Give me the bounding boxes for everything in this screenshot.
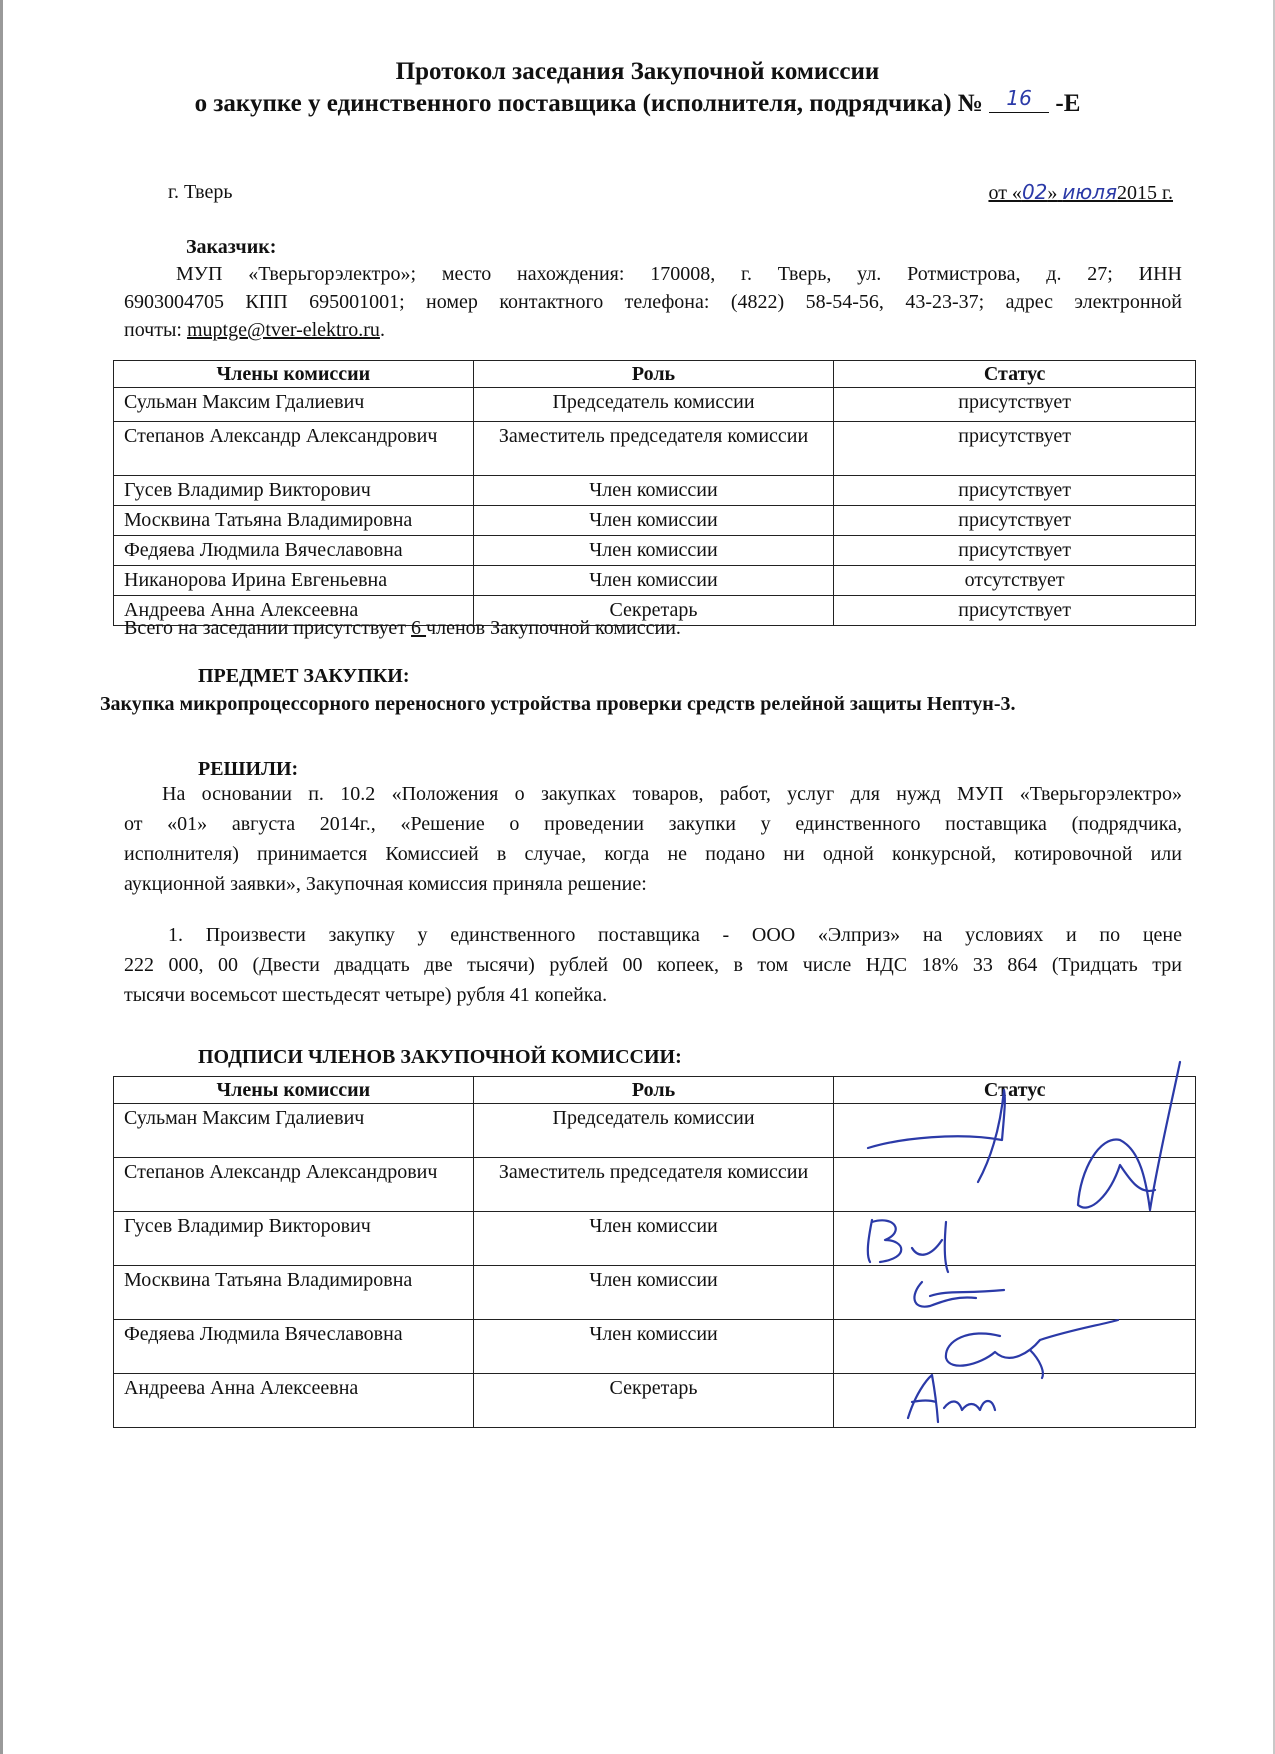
date-month: июля — [1062, 180, 1118, 204]
date-day: 02 — [1021, 180, 1048, 204]
sig-header-members: Члены комиссии — [114, 1077, 474, 1104]
customer-line-2: 6903004705 КПП 695001001; номер контактного телефона: (4822) 58-54-56, 43-23-37; адрес электронной — [124, 291, 1182, 313]
members-table — [113, 360, 1196, 626]
attendance-count: 6 — [411, 617, 427, 639]
date-year: 2015 г. — [1117, 182, 1173, 204]
member-name: Федяева Людмила Вячеславовна — [114, 536, 474, 566]
signature-cell — [834, 1104, 1196, 1158]
signatures-table-header — [114, 1077, 1196, 1104]
member-role: Член комиссии — [473, 476, 834, 506]
table-row — [114, 566, 1196, 596]
date-mid: » — [1047, 182, 1058, 204]
member-role: Член комиссии — [473, 506, 834, 536]
member-name: Степанов Александр Александрович — [114, 422, 474, 476]
header-role: Роль — [473, 361, 834, 388]
decision-item-line-1: 1. Произвести закупку у единственного поставщика - ООО «Элприз» на условиях и по цене — [168, 924, 1182, 946]
members-table-header — [114, 361, 1196, 388]
table-row — [114, 536, 1196, 566]
member-status: отсутствует — [834, 566, 1196, 596]
member-status: присутствует — [834, 476, 1196, 506]
sig-header-role: Роль — [473, 1077, 834, 1104]
member-name: Сульман Максим Гдалиевич — [114, 388, 474, 422]
member-role: Председатель комиссии — [473, 388, 834, 422]
member-role: Член комиссии — [473, 566, 834, 596]
attendance-prefix: Всего на заседании присутствует — [124, 617, 412, 639]
signer-role: Председатель комиссии — [473, 1104, 834, 1158]
table-row — [114, 1266, 1196, 1320]
signer-role: Секретарь — [473, 1374, 834, 1428]
signer-role: Член комиссии — [473, 1320, 834, 1374]
table-row — [114, 388, 1196, 422]
signatures-table — [113, 1076, 1196, 1428]
decision-item-line-3: тысячи восемьсот шестьдесят четыре) рубля 41 копейка. — [124, 984, 608, 1006]
subject-text: Закупка микропроцессорного переносного устройства проверки средств релейной защиты Нептун-3. — [100, 693, 1016, 715]
protocol-number-field — [989, 84, 1049, 113]
table-row — [114, 476, 1196, 506]
decision-heading: РЕШИЛИ: — [198, 758, 299, 780]
signer-name: Гусев Владимир Викторович — [114, 1212, 474, 1266]
header-members: Члены комиссии — [114, 361, 474, 388]
signer-role: Член комиссии — [473, 1212, 834, 1266]
signatures-heading: ПОДПИСИ ЧЛЕНОВ ЗАКУПОЧНОЙ КОМИССИИ: — [198, 1046, 682, 1068]
signature-cell — [834, 1158, 1196, 1212]
member-status: присутствует — [834, 388, 1196, 422]
customer-line-1: МУП «Тверьгорэлектро»; место нахождения: 170008, г. Тверь, ул. Ротмистрова, д. 27; ИНН — [176, 263, 1182, 285]
title-line-2-suffix: -Е — [1055, 90, 1081, 117]
table-row — [114, 1374, 1196, 1428]
date-underlined — [988, 182, 1173, 204]
date-line — [988, 178, 1173, 207]
signer-name: Федяева Людмила Вячеславовна — [114, 1320, 474, 1374]
table-row — [114, 1212, 1196, 1266]
decision-item-line-2: 222 000, 00 (Двести двадцать две тысячи) рублей 00 копеек, в том числе НДС 18% 33 864 (Тридцать три — [124, 954, 1182, 976]
signer-name: Москвина Татьяна Владимировна — [114, 1266, 474, 1320]
table-row — [114, 506, 1196, 536]
member-status: присутствует — [834, 422, 1196, 476]
title-line-1: Протокол заседания Закупочной комиссии — [395, 58, 880, 85]
signature-cell — [834, 1374, 1196, 1428]
table-row — [114, 1158, 1196, 1212]
member-status: присутствует — [834, 506, 1196, 536]
customer-line-3 — [124, 316, 385, 344]
member-name: Гусев Владимир Викторович — [114, 476, 474, 506]
signature-cell — [834, 1212, 1196, 1266]
signer-name: Степанов Александр Александрович — [114, 1158, 474, 1212]
email-suffix: . — [379, 319, 385, 341]
member-role: Член комиссии — [473, 536, 834, 566]
table-row — [114, 1104, 1196, 1158]
title-line-2-prefix: о закупке у единственного поставщика (исполнителя, подрядчика) № — [194, 90, 983, 117]
signer-name: Андреева Анна Алексеевна — [114, 1374, 474, 1428]
signature-cell — [834, 1320, 1196, 1374]
signer-role: Заместитель председателя комиссии — [473, 1158, 834, 1212]
decision-line-3: исполнителя) принимается Комиссией в случае, когда не подано ни одной конкурсной, котировочной или — [124, 843, 1182, 865]
member-name: Москвина Татьяна Владимировна — [114, 506, 474, 536]
attendance-suffix: членов Закупочной комиссии. — [426, 617, 681, 639]
sig-header-status: Статус — [834, 1077, 1196, 1104]
decision-line-4: аукционной заявки», Закупочная комиссия приняла решение: — [124, 873, 647, 895]
member-role: Заместитель председателя комиссии — [473, 422, 834, 476]
header-status: Статус — [834, 361, 1196, 388]
member-name: Никанорова Ирина Евгеньевна — [114, 566, 474, 596]
email-label: почты: — [124, 319, 187, 341]
customer-heading: Заказчик: — [186, 236, 277, 258]
member-name: Андреева Анна Алексеевна — [114, 596, 474, 626]
table-row — [114, 1320, 1196, 1374]
date-prefix: от « — [988, 182, 1022, 204]
protocol-number: 16 — [1006, 86, 1032, 110]
decision-line-1: На основании п. 10.2 «Положения о закупках товаров, работ, услуг для нужд МУП «Тверьгорэлектро» — [162, 783, 1182, 805]
title-line-2 — [0, 86, 1275, 119]
member-role: Секретарь — [473, 596, 834, 626]
scan-edge-left — [0, 0, 3, 1754]
subject-heading: ПРЕДМЕТ ЗАКУПКИ: — [198, 665, 410, 687]
decision-line-2: от «01» августа 2014г., «Решение о проведении закупки у единственного поставщика (подрядчика, — [124, 813, 1182, 835]
city: г. Тверь — [168, 181, 233, 203]
email-link[interactable]: muptge@tver-elektro.ru — [186, 319, 380, 341]
signer-role: Член комиссии — [473, 1266, 834, 1320]
table-row — [114, 422, 1196, 476]
member-status: присутствует — [834, 596, 1196, 626]
member-status: присутствует — [834, 536, 1196, 566]
signature-cell — [834, 1266, 1196, 1320]
signer-name: Сульман Максим Гдалиевич — [114, 1104, 474, 1158]
attendance-line — [124, 614, 681, 642]
